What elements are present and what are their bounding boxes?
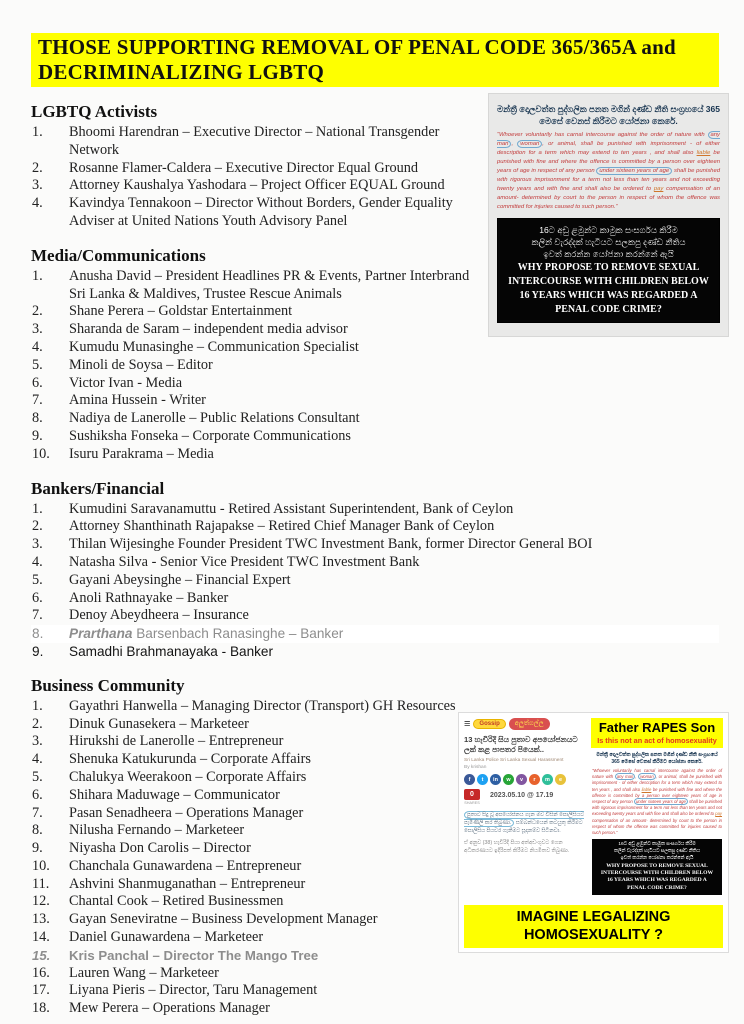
list-item: Samadhi Brahmanayaka - Banker: [69, 643, 274, 659]
black-box-english-line: 16 YEARS WHICH WAS REGARDED A: [607, 877, 707, 884]
share-label: SHARES: [464, 801, 480, 805]
list-item: Amina Hussein - Writer: [69, 392, 206, 409]
list-item: Chanchala Gunawardena – Entrepreneur: [69, 857, 302, 874]
penal-segment: compensation of an amount- determined by court to the person in respect of whom the offence was committed for injuries caused to such person.”: [497, 186, 720, 210]
list-item: Lauren Wang – Marketeer: [69, 964, 219, 981]
list-item: Rosanne Flamer-Caldera – Executive Director Equal Ground: [69, 159, 419, 176]
list-item: Attorney Shanthinath Rajapakse – Retired Chief Manager Bank of Ceylon: [69, 518, 495, 535]
penal-segment: compensation of an amount- determined by court to the person in respect of whom the offence was committed for injuries caused to such person.”: [592, 817, 722, 836]
list-item: Anusha David – President Headlines PR & Events, Partner Interbrand Sri Lanka & Maldives, Trustee Rescue Animals: [69, 267, 470, 302]
section-bankers-financial: [31, 479, 719, 661]
list-item: Mew Perera – Operations Manager: [69, 1000, 270, 1017]
article-date: 2023.05.10 @ 17.19: [490, 792, 554, 799]
penal-segment: “Whoever voluntarily has carnal intercourse against the order of nature with: [592, 768, 722, 780]
article-paragraph: ඒ අනුව (38) හැවිරිදි පියා අත්අඩංගුවට ගෙන අධිකරණයට ඉදිරිපත් කිරීමට නියමිතව තිබුණා.: [464, 840, 570, 854]
black-box-sinhala-line: කලින් වැරද්දක් හැටියට සලකපු දණ්ඩ නීතිය: [531, 237, 686, 247]
list-item: Bhoomi Harendran – Executive Director – National Transgender Network: [69, 124, 440, 158]
black-box-sinhala-line: ඉවත් කරන්න යෝජනා කරන්නේ ඇයි: [620, 855, 694, 861]
black-box-sinhala-line: 16ට අඩු ළමුන්ට කාමුක සංසර්ගය කිරීම: [618, 842, 696, 848]
black-box-english-line: WHY PROPOSE TO REMOVE SEXUAL: [606, 862, 708, 869]
list-item: Sushiksha Fonseka – Corporate Communications: [69, 427, 351, 444]
penal-segment: be punished with fine and where the offence is committed by a person over eighteen years of age in respect of any person: [497, 150, 720, 174]
banner-line: HOMOSEXUALITY ?: [523, 927, 664, 943]
circled-any-man: any man: [616, 774, 634, 780]
penal-segment: be punished with fine and where the offence is committed by a person over eighteen years of age in respect of any person: [592, 786, 722, 805]
article-headline: 13 හැවිරිදි සිය පුතාව අපයෝජනයට ලක් කළ පාපතර පියෙක්..: [464, 735, 578, 754]
list-item: Attorney Kaushalya Yashodara – Project Officer EQUAL Ground: [69, 177, 445, 194]
list-item: Chalukya Weerakoon – Corporate Affairs: [69, 768, 307, 785]
father-headline: Father RAPES Son: [598, 720, 716, 735]
penal-segment: , or animal, shall be punished with imprisonment - of either description for a term which may extend to ten years , and shall also: [497, 141, 720, 156]
list-item: Natasha Silva - Senior Vice President TWC Investment Bank: [69, 553, 420, 570]
black-box-english-line: INTERCOURSE WITH CHILDREN BELOW: [600, 870, 714, 877]
page-title: THOSE SUPPORTING REMOVAL OF PENAL CODE 365/365A and DECRIMINALIZING LGBTQ: [31, 33, 719, 87]
underlined-pay: pay: [715, 811, 722, 817]
article-tags: Sri Lanka Police Sri Lanka Sexual Harassment: [464, 758, 564, 763]
list-item: Nilusha Fernando – Marketeer: [69, 822, 245, 839]
black-box-english-line: 16 YEARS WHICH WAS REGARDED A: [519, 290, 698, 301]
news-collage-image: [458, 712, 729, 953]
list-item: Thilan Wijesinghe Founder President TWC Investment Bank, former Director General BOI: [69, 536, 593, 553]
section-heading-business: Business Community: [31, 675, 185, 695]
father-rapes-panel: [591, 718, 723, 901]
father-headline-block: [591, 718, 723, 748]
imagine-banner: [464, 905, 723, 948]
news-header: [464, 718, 586, 730]
list-item: Gayan Seneviratne – Business Development Manager: [69, 911, 378, 928]
penal-code-image: [488, 93, 729, 337]
black-box-english-line: PENAL CODE CRIME?: [627, 884, 687, 891]
penal-segment: , or animal, shall be punished with imprisonment - of either description for a term which may extend to ten years , and shall also: [592, 774, 723, 792]
circled-sinhala-text: පුතාට සිදු වූ අපයෝජනය ගැන මව විසින් පොලිසියට පැමිණිලි කර තිබුණා.: [464, 812, 584, 826]
black-box-english-line: INTERCOURSE WITH CHILDREN BELOW: [508, 276, 709, 287]
list-item: Niyasha Don Carolis – Director: [69, 840, 251, 857]
list-item: Victor Ivan - Media: [69, 374, 183, 391]
list-item: Pasan Senadheera – Operations Manager: [69, 804, 304, 821]
list-item: Chantal Cook – Retired Businessmen: [69, 893, 284, 910]
news-columns: [464, 718, 723, 901]
penal-segment: shall be punished with rigorous imprisonment for a term not less than ten years and not exceeding twenty years and with fine and shall also be ordered to: [497, 168, 720, 192]
list-item: Denoy Abeydheera – Insurance: [69, 607, 249, 624]
father-subheadline: Is this not an act of homosexuality: [597, 736, 717, 745]
list-item: Minoli de Soysa – Editor: [69, 356, 213, 373]
mini-penal-quote: [592, 768, 722, 836]
facebook-icon: f: [464, 774, 475, 785]
mini-black-box: [592, 839, 722, 895]
black-box-english-line: WHY PROPOSE TO REMOVE SEXUAL: [517, 262, 700, 273]
list-item-highlighted: [31, 625, 719, 643]
black-box-sinhala-line: 16ට අඩු ළමුන්ට කාමුක සංසර්ගය කිරීම: [539, 225, 678, 235]
penal-segment: ,: [635, 774, 639, 780]
list-item: Daniel Gunawardena – Marketeer: [69, 929, 264, 946]
list-item: Gayathri Hanwella – Managing Director (Transport) GH Resources: [69, 697, 456, 714]
list-item: Sharanda de Saram – independent media advisor: [69, 321, 348, 338]
section-heading-media: Media/Communications: [31, 245, 206, 265]
section-heading-bankers: Bankers/Financial: [31, 478, 165, 498]
article-byline: By krishan: [464, 765, 487, 770]
list-item-highlighted: Kris Panchal – Director The Mango Tree: [69, 947, 319, 963]
mini-penal-panel: [591, 751, 723, 896]
black-box-sinhala-line: ඉවත් කරන්න යෝජනා කරන්නේ ඇයි: [543, 249, 674, 259]
penal-segment: “Whoever voluntarily has carnal intercourse against the order of nature with: [497, 132, 708, 138]
circled-under-sixteen: under sixteen years of age: [596, 167, 672, 175]
list-item: Kumudini Saravanamuttu - Retired Assistant Superintendent, Bank of Ceylon: [69, 500, 514, 517]
list-item: Nadiya de Lanerolle – Public Relations Consultant: [69, 410, 360, 427]
social-share-row: [464, 774, 586, 785]
site-logo: Gossip: [473, 719, 505, 729]
whatsapp-icon: w: [503, 774, 514, 785]
list-item: Dinuk Gunasekera – Marketeer: [69, 715, 249, 732]
underlined-liable: liable: [641, 786, 652, 792]
circled-any-man: any man: [497, 132, 720, 147]
penal-segment: ,: [511, 141, 518, 147]
reddit-icon: r: [529, 774, 540, 785]
list-item: Isuru Parakrama – Media: [69, 445, 214, 462]
penal-code-quote: [497, 131, 720, 212]
banner-line: IMAGINE LEGALIZING: [516, 909, 671, 925]
share-count: 0: [464, 789, 480, 800]
penal-sinhala-heading: මන්ත්‍රී දොලවත්ත පුද්ගලික පනත මගින් දණ්ඩ නීති සංග්‍රහයේ 365 මෙසේ වෙනස් කිරීමට යෝජනා කෙරේ.: [497, 104, 720, 126]
highlighted-first-name: Prarthana: [69, 626, 133, 642]
penal-segment: shall be punished with rigorous imprisonment for a term not less than ten years and not exceeding twenty years and with fine and shall also be ordered to: [592, 799, 722, 817]
menu-icon: ≡: [464, 718, 471, 730]
black-box-sinhala-line: කලින් වැරද්දක් හැටියට සලකපු දණ්ඩ නීතිය: [614, 849, 700, 855]
section-heading-lgbtq: LGBTQ Activists: [31, 102, 158, 121]
paragraph-tail: සම්බන්ධයෙන් කටයුතු කිරීමට පොලිසිය පියවර ගැනීමට සූදානම්ව සිටිනවා.: [464, 820, 583, 834]
category-badge: අලුත්ගල්ල: [509, 718, 550, 730]
why-propose-black-box: [497, 218, 720, 323]
highlighted-rest: Barsenbach Ranasinghe – Banker: [132, 626, 344, 642]
underlined-liable: liable: [696, 150, 711, 156]
underlined-pay: pay: [653, 186, 664, 192]
list-item: Shane Perera – Goldstar Entertainment: [69, 303, 293, 320]
list-item: Ashvini Shanmuganathan – Entrepreneur: [69, 875, 306, 892]
share-row: [464, 789, 586, 805]
viber-icon: v: [516, 774, 527, 785]
twitter-icon: t: [477, 774, 488, 785]
list-item: Kumudu Munasinghe – Communication Specialist: [69, 338, 359, 355]
list-item: Shenuka Katukurunda – Corporate Affairs: [69, 751, 311, 768]
list-item: Shihara Maduwage – Communicator: [69, 786, 280, 803]
article-paragraph-circled: [464, 811, 586, 835]
email-icon: e: [555, 774, 566, 785]
circled-woman: woman: [517, 140, 542, 148]
circled-under-sixteen: under sixteen years of age: [635, 799, 686, 805]
list-item: Liyana Pieris – Director, Taru Management: [69, 982, 318, 999]
share-badge: [464, 789, 480, 805]
list-item: Gayani Abeysinghe – Financial Expert: [69, 571, 291, 588]
news-article-screenshot: [464, 718, 586, 901]
messenger-icon: m: [542, 774, 553, 785]
black-box-english-line: PENAL CODE CRIME?: [555, 304, 662, 315]
circled-woman: woman: [640, 774, 654, 780]
linkedin-icon: in: [490, 774, 501, 785]
list-item: Hirukshi de Lanerolle – Entrepreneur: [69, 733, 284, 750]
mini-penal-sinhala-heading: මන්ත්‍රී දොලවත්ත පුද්ගලික පනත මගින් දණ්ඩ නීති සංග්‍රහයේ 365 මෙසේ වෙනස් කිරීමට යෝජනා කෙරේ.: [596, 752, 718, 765]
bankers-list: [31, 501, 719, 661]
list-item: Anoli Rathnayake – Banker: [69, 589, 229, 606]
list-item: Kavindya Tennakoon – Director Without Borders, Gender Equality Adviser at United Nations Youth Advisory Panel: [69, 195, 453, 229]
